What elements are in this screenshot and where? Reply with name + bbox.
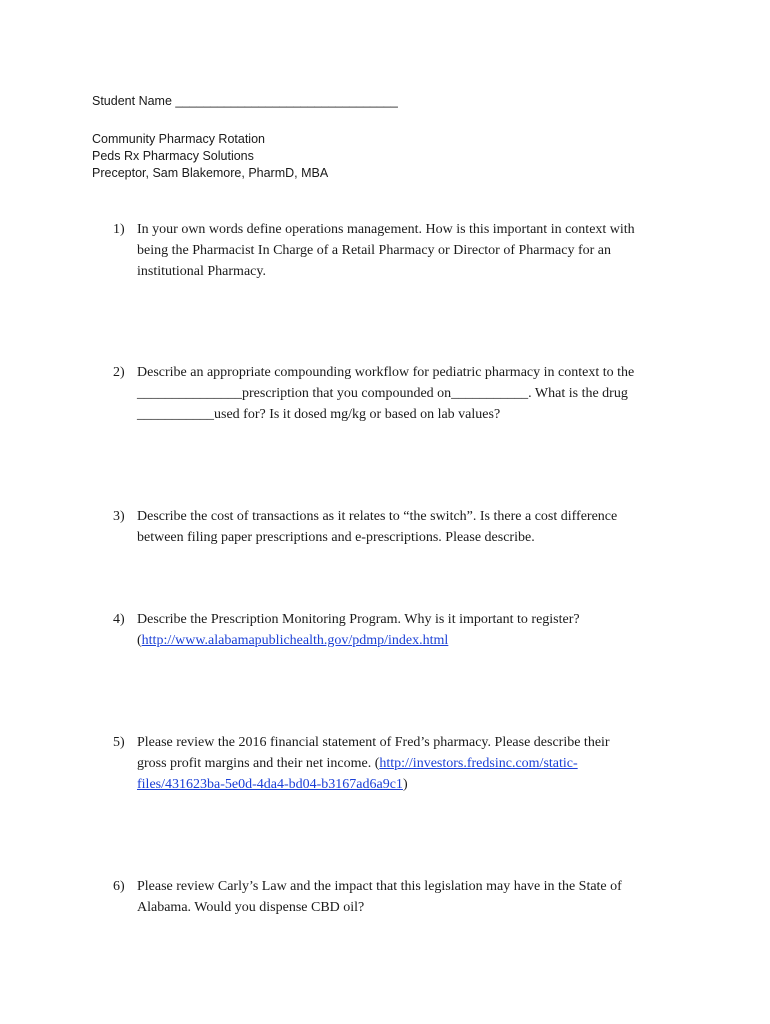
question-text bbox=[137, 876, 685, 918]
question-line: being the Pharmacist In Charge of a Retail Pharmacy or Director of Pharmacy for an bbox=[137, 243, 612, 258]
rotation-header bbox=[92, 131, 328, 182]
question-text bbox=[137, 506, 685, 548]
question-line: Describe an appropriate compounding workflow for pediatric pharmacy in context to the bbox=[137, 365, 635, 380]
question-line: Please review the 2016 financial statement of Fred’s pharmacy. Please describe their bbox=[137, 735, 610, 750]
question-number: 3) bbox=[113, 509, 125, 524]
question-number: 1) bbox=[113, 222, 125, 237]
question-line-prefix: gross profit margins and their net income. ( bbox=[137, 756, 380, 771]
question-number: 6) bbox=[113, 879, 125, 894]
question-number: 5) bbox=[113, 735, 125, 750]
freds-investor-link-continued[interactable]: files/431623ba-5e0d-4da4-bd04-b3167ad6a9c1 bbox=[137, 777, 403, 792]
close-paren: ) bbox=[402, 777, 408, 792]
freds-investor-link[interactable]: http://investors.fredsinc.com/static- bbox=[379, 756, 578, 771]
company-name: Peds Rx Pharmacy Solutions bbox=[92, 149, 254, 163]
question-line bbox=[137, 774, 685, 795]
question-line bbox=[137, 753, 685, 774]
preceptor-name: Preceptor, Sam Blakemore, PharmD, MBA bbox=[92, 166, 329, 180]
question-line: ___________used for? Is it dosed mg/kg or based on lab values? bbox=[137, 407, 501, 422]
question-line: Describe the cost of transactions as it relates to “the switch”. Is there a cost difference bbox=[137, 509, 618, 524]
question-line: In your own words define operations management. How is this important in context with bbox=[137, 222, 635, 237]
open-paren: ( bbox=[137, 633, 142, 648]
question-number: 2) bbox=[113, 365, 125, 380]
question-number: 4) bbox=[113, 612, 125, 627]
question-line bbox=[137, 630, 685, 651]
question-line: _______________prescription that you compounded on___________. What is the drug bbox=[137, 386, 628, 401]
question-text bbox=[137, 609, 685, 651]
question-line: Alabama. Would you dispense CBD oil? bbox=[137, 900, 365, 915]
question-line: between filing paper prescriptions and e-prescriptions. Please describe. bbox=[137, 530, 535, 545]
question-text bbox=[137, 362, 685, 425]
question-text bbox=[137, 732, 685, 795]
question-line: Please review Carly’s Law and the impact that this legislation may have in the State of bbox=[137, 879, 622, 894]
question-text bbox=[137, 219, 685, 282]
question-line: Describe the Prescription Monitoring Program. Why is it important to register? bbox=[137, 612, 580, 627]
student-name-line: Student Name ________________________________ bbox=[92, 94, 398, 108]
rotation-title: Community Pharmacy Rotation bbox=[92, 132, 265, 146]
question-line: institutional Pharmacy. bbox=[137, 264, 266, 279]
pdmp-link[interactable]: http://www.alabamapublichealth.gov/pdmp/index.html bbox=[141, 633, 449, 648]
